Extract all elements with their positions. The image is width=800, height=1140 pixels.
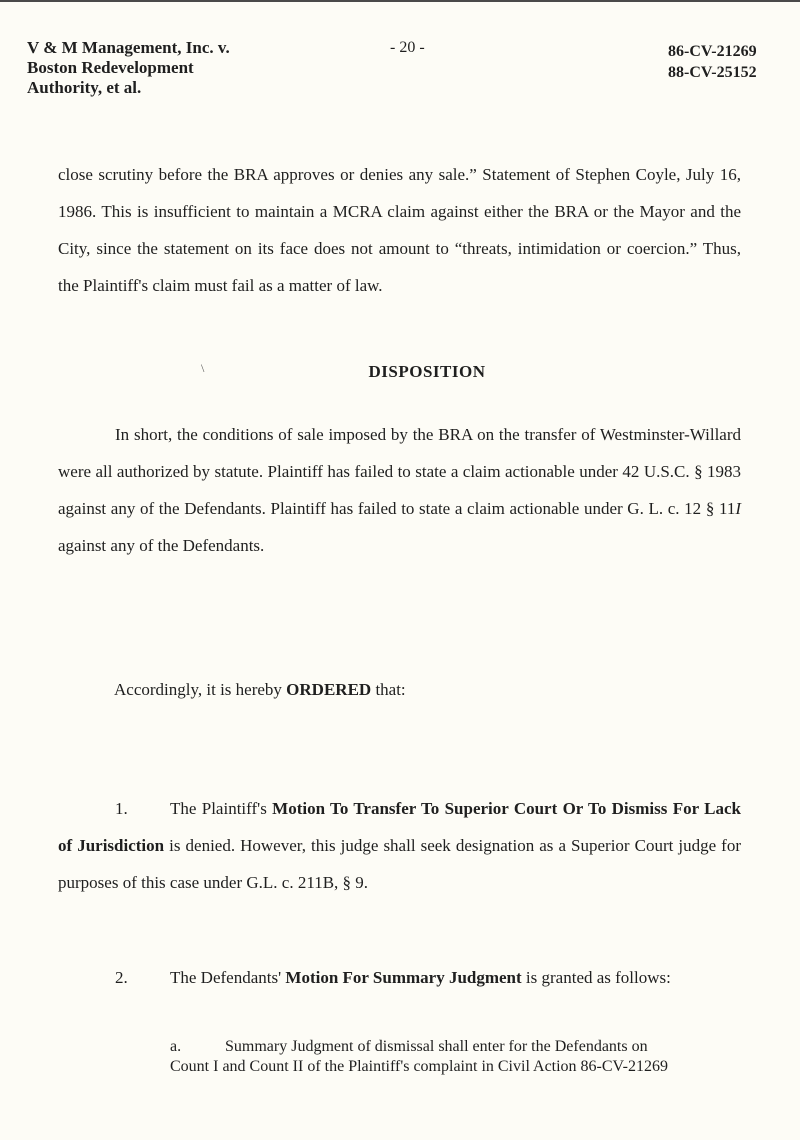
paragraph-mcra-claim: close scrutiny before the BRA approves or denies any sale.” Statement of Stephen Coyle, July 16, 1986. This is insufficient to maintain a MCRA claim against either the BRA or the Mayor and the City, since the statement on its face does not amount to “threats, intimidation or coercion.” Thus, the Plaintiff's claim must fail as a matter of law.	[58, 165, 741, 295]
motion-to-transfer-title: Motion To Transfer To Superior Court Or To Dismiss For Lack of Jurisdiction	[58, 799, 741, 855]
statute-section-letter: I	[735, 499, 741, 518]
case-caption-line-2: Boston Redevelopment	[27, 58, 194, 77]
order-item-1-text: is denied. However, this judge shall seek designation as a Superior Court judge for purposes of this case under G.L. c. 211B, § 9.	[58, 836, 741, 892]
order-item-2-number: 2.	[115, 968, 128, 987]
case-caption-line-3: Authority, et al.	[27, 78, 142, 97]
case-caption-line-1: V & M Management, Inc. v.	[27, 38, 230, 57]
paragraph-disposition	[58, 416, 741, 564]
ordered-keyword: ORDERED	[286, 680, 372, 699]
stray-mark: \	[201, 361, 205, 375]
disposition-text: In short, the conditions of sale imposed by the BRA on the transfer of Westminster-Willard were all authorized by statute. Plaintiff has failed to state a claim actionable under 42 U.S.C. § 1983 against any of the Defendants. Plaintiff has failed to state a claim actionable under G. L. c. 12 § 11	[58, 425, 741, 518]
docket-number-2: 88-CV-25152	[668, 64, 757, 81]
order-subitem-a	[170, 1037, 681, 1077]
section-heading: DISPOSITION	[368, 362, 486, 381]
order-subitem-a-text: Summary Judgment of dismissal shall enter for the Defendants on Count I and Count II of the Plaintiff's complaint in Civil Action 86-CV-21269	[170, 1038, 668, 1075]
order-item-1	[58, 790, 741, 901]
disposition-text-end: against any of the Defendants.	[58, 536, 265, 555]
docket-number-1: 86-CV-21269	[668, 43, 757, 60]
ordered-outro: that:	[371, 680, 406, 699]
ordered-intro: Accordingly, it is hereby	[114, 680, 287, 699]
order-item-2-text: is granted as follows:	[521, 968, 671, 987]
page-number: - 20 -	[390, 39, 425, 56]
order-subitem-a-label: a.	[170, 1038, 182, 1055]
order-item-2	[58, 959, 741, 996]
order-item-2-intro: The Defendants'	[170, 968, 286, 987]
paragraph-ordered	[58, 678, 741, 702]
top-border-line	[0, 0, 800, 2]
order-item-1-number: 1.	[115, 799, 128, 818]
docket-numbers	[668, 41, 757, 83]
summary-judgment-motion-title: Motion For Summary Judgment	[285, 968, 522, 987]
order-item-1-intro: The Plaintiff's	[170, 799, 273, 818]
case-caption	[27, 38, 230, 98]
